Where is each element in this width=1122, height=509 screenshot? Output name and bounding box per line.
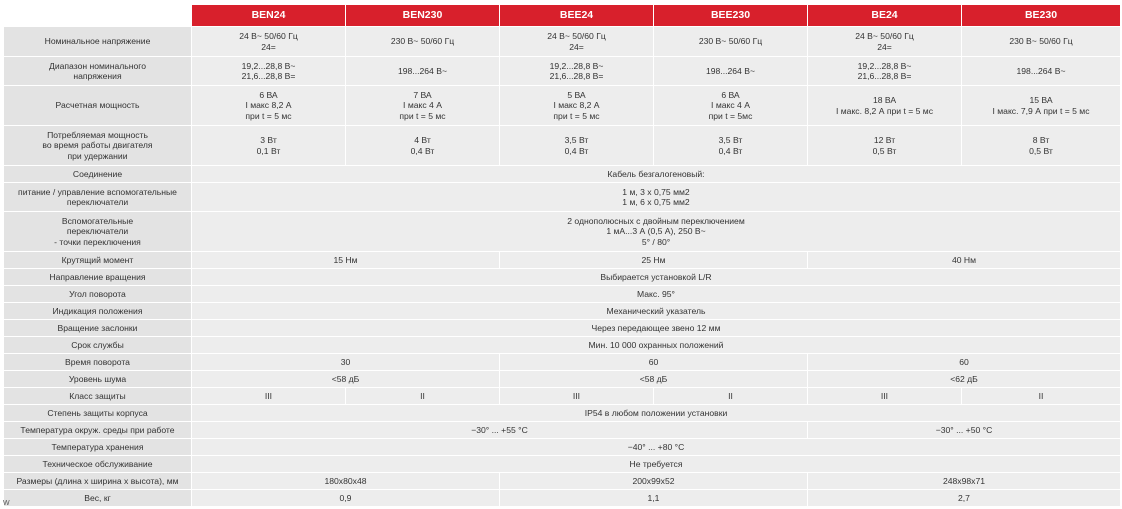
table-cell: 19,2...28,8 В~ 21,6...28,8 В= — [192, 57, 346, 86]
table-row — [4, 57, 1121, 86]
row-label: Уровень шума — [4, 371, 192, 388]
table-cell: II — [962, 388, 1121, 405]
table-row — [4, 439, 1121, 456]
table-cell: 6 ВА I макс 8,2 А при t = 5 мс — [192, 86, 346, 126]
column-header: BEE230 — [654, 5, 808, 27]
table-cell: 12 Вт 0,5 Вт — [808, 126, 962, 166]
table-cell: 230 В~ 50/60 Гц — [346, 27, 500, 57]
table-cell: Выбирается установкой L/R — [192, 269, 1121, 286]
table-cell: 3 Вт 0,1 Вт — [192, 126, 346, 166]
table-cell: IP54 в любом положении установки — [192, 405, 1121, 422]
table-cell: 198...264 В~ — [962, 57, 1121, 86]
table-row — [4, 490, 1121, 507]
row-label: Вес, кг — [4, 490, 192, 507]
row-label: Направление вращения — [4, 269, 192, 286]
table-cell: 18 ВА I макс. 8,2 А при t = 5 мс — [808, 86, 962, 126]
table-cell: Кабель безгалогеновый: — [192, 166, 1121, 183]
table-cell: III — [500, 388, 654, 405]
table-cell: 15 ВА I макс. 7,9 А при t = 5 мс — [962, 86, 1121, 126]
table-cell: 2 однополюсных с двойным переключением 1 мА...3 А (0,5 А), 250 В~ 5° / 80° — [192, 212, 1121, 252]
table-cell: 24 В~ 50/60 Гц 24= — [808, 27, 962, 57]
table-cell: Макс. 95° — [192, 286, 1121, 303]
table-cell: 0,9 — [192, 490, 500, 507]
table-cell: 180x80x48 — [192, 473, 500, 490]
table-cell: 5 ВА I макс 8,2 А при t = 5 мс — [500, 86, 654, 126]
row-label: Техническое обслуживание — [4, 456, 192, 473]
table-row — [4, 320, 1121, 337]
row-label: Индикация положения — [4, 303, 192, 320]
table-row — [4, 354, 1121, 371]
table-row — [4, 269, 1121, 286]
table-cell: −30° ... +55 °C — [192, 422, 808, 439]
column-header: BEE24 — [500, 5, 654, 27]
table-cell: 15 Нм — [192, 252, 500, 269]
row-label: питание / управление вспомогательные переключатели — [4, 183, 192, 212]
table-cell: 60 — [808, 354, 1121, 371]
table-cell: 248x98x71 — [808, 473, 1121, 490]
table-cell: 198...264 В~ — [346, 57, 500, 86]
table-cell: Не требуется — [192, 456, 1121, 473]
row-label: Размеры (длина х ширина х высота), мм — [4, 473, 192, 490]
table-cell: 8 Вт 0,5 Вт — [962, 126, 1121, 166]
table-cell: 19,2...28,8 В~ 21,6...28,8 В= — [808, 57, 962, 86]
table-cell: 3,5 Вт 0,4 Вт — [654, 126, 808, 166]
table-cell: 24 В~ 50/60 Гц 24= — [500, 27, 654, 57]
table-row — [4, 405, 1121, 422]
table-cell: 24 В~ 50/60 Гц 24= — [192, 27, 346, 57]
table-cell: 230 В~ 50/60 Гц — [962, 27, 1121, 57]
table-row — [4, 27, 1121, 57]
row-label: Угол поворота — [4, 286, 192, 303]
header-row — [4, 5, 1121, 27]
table-row — [4, 456, 1121, 473]
table-cell: III — [808, 388, 962, 405]
table-cell: <62 дБ — [808, 371, 1121, 388]
table-row — [4, 371, 1121, 388]
row-label: Вспомогательные переключатели - точки переключения — [4, 212, 192, 252]
table-cell: <58 дБ — [500, 371, 808, 388]
row-label: Температура хранения — [4, 439, 192, 456]
table-cell: 200x99x52 — [500, 473, 808, 490]
column-header: BE24 — [808, 5, 962, 27]
table-row — [4, 212, 1121, 252]
row-label: Степень защиты корпуса — [4, 405, 192, 422]
table-cell: Механический указатель — [192, 303, 1121, 320]
column-header: BE230 — [962, 5, 1121, 27]
table-cell: 7 ВА I макс 4 А при t = 5 мс — [346, 86, 500, 126]
table-row — [4, 303, 1121, 320]
table-cell: <58 дБ — [192, 371, 500, 388]
table-cell: 25 Нм — [500, 252, 808, 269]
row-label: Время поворота — [4, 354, 192, 371]
table-cell: III — [192, 388, 346, 405]
table-row — [4, 86, 1121, 126]
table-cell: −30° ... +50 °C — [808, 422, 1121, 439]
table-cell: 19,2...28,8 В~ 21,6...28,8 В= — [500, 57, 654, 86]
table-row — [4, 166, 1121, 183]
table-cell: Мин. 10 000 охранных положений — [192, 337, 1121, 354]
table-row — [4, 286, 1121, 303]
table-cell: 230 В~ 50/60 Гц — [654, 27, 808, 57]
row-label: Соединение — [4, 166, 192, 183]
table-row — [4, 422, 1121, 439]
row-label: Потребляемая мощность во время работы двигателя при удержании — [4, 126, 192, 166]
row-label: Срок службы — [4, 337, 192, 354]
table-row — [4, 388, 1121, 405]
row-label: Вращение заслонки — [4, 320, 192, 337]
table-cell: 1 м, 3 х 0,75 мм2 1 м, 6 х 0,75 мм2 — [192, 183, 1121, 212]
table-cell: 40 Нм — [808, 252, 1121, 269]
table-row — [4, 337, 1121, 354]
column-header: BEN230 — [346, 5, 500, 27]
row-label: Номинальное напряжение — [4, 27, 192, 57]
row-label: Класс защиты — [4, 388, 192, 405]
table-row — [4, 252, 1121, 269]
table-cell: 60 — [500, 354, 808, 371]
table-cell: 198...264 В~ — [654, 57, 808, 86]
header-empty-cell — [4, 5, 192, 27]
table-cell: 2,7 — [808, 490, 1121, 507]
table-row — [4, 183, 1121, 212]
footer-mark: W — [3, 500, 10, 507]
table-cell: 4 Вт 0,4 Вт — [346, 126, 500, 166]
table-cell: II — [654, 388, 808, 405]
row-label: Температура окруж. среды при работе — [4, 422, 192, 439]
table-cell: 1,1 — [500, 490, 808, 507]
table-cell: −40° ... +80 °C — [192, 439, 1121, 456]
column-header: BEN24 — [192, 5, 346, 27]
row-label: Крутящий момент — [4, 252, 192, 269]
table-row — [4, 126, 1121, 166]
row-label: Расчетная мощность — [4, 86, 192, 126]
specs-table — [3, 4, 1121, 507]
row-label: Диапазон номинального напряжения — [4, 57, 192, 86]
table-cell: 30 — [192, 354, 500, 371]
table-cell: II — [346, 388, 500, 405]
table-row — [4, 473, 1121, 490]
table-cell: Через передающее звено 12 мм — [192, 320, 1121, 337]
table-cell: 6 ВА I макс 4 А при t = 5мс — [654, 86, 808, 126]
table-cell: 3,5 Вт 0,4 Вт — [500, 126, 654, 166]
